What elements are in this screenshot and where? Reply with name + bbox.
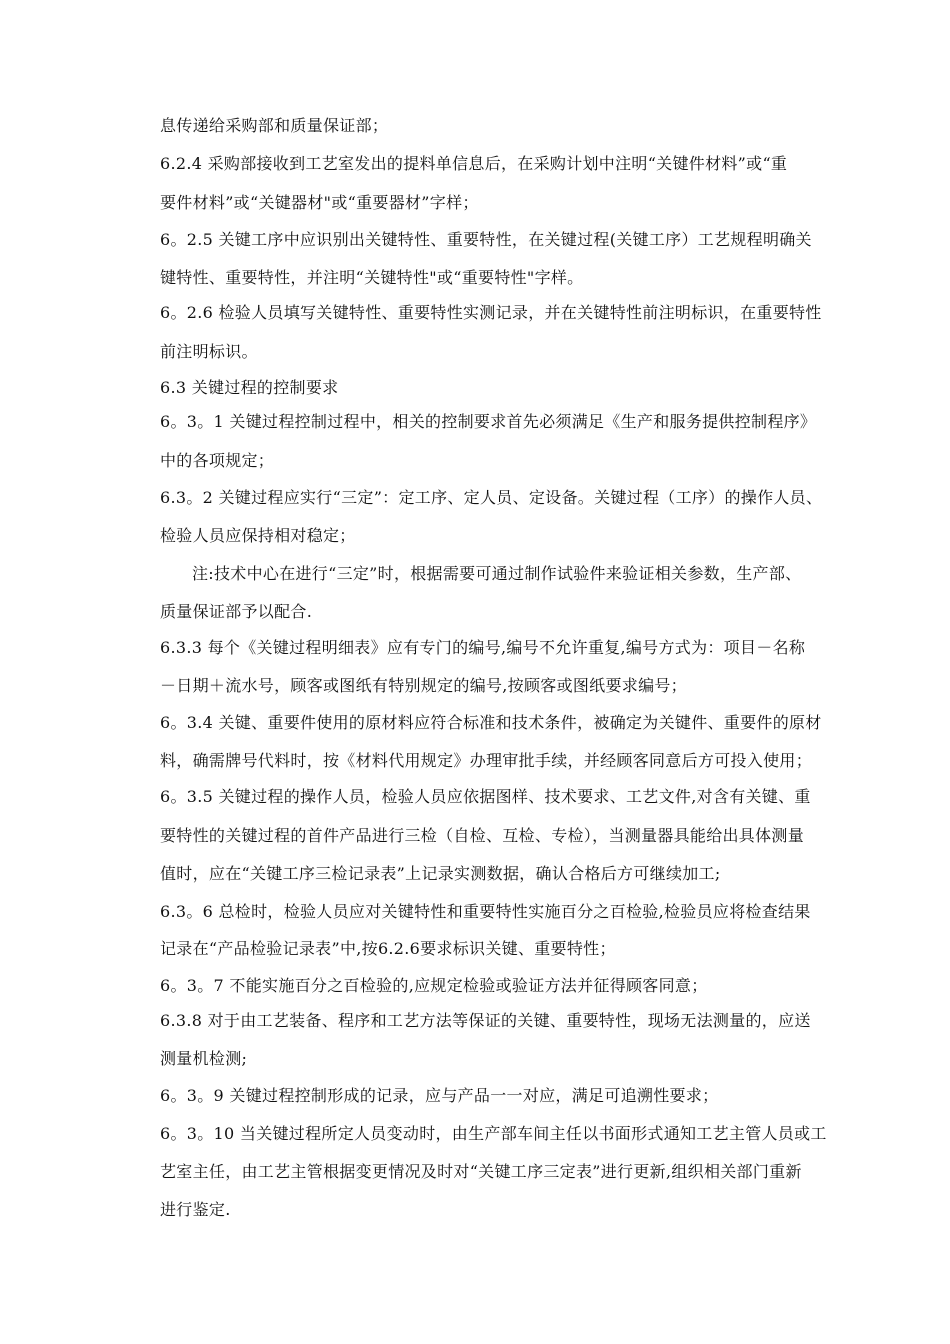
text-line: 6。3.4 关键、重要件使用的原材料应符合标准和技术条件，被确定为关键件、重要件的原材 bbox=[160, 713, 822, 732]
text-line: 要特性的关键过程的首件产品进行三检（自检、互检、专检），当测量器具能给出具体测量 bbox=[160, 826, 805, 845]
note-line: 注:技术中心在进行“三定”时，根据需要可通过制作试验件来验证相关参数，生产部、 bbox=[192, 564, 802, 583]
section-heading: 6.3 关键过程的控制要求 bbox=[160, 378, 339, 397]
text-line: 记录在“产品检验记录表”中,按6.2.6要求标识关键、重要特性； bbox=[160, 939, 616, 958]
text-line: 值时，应在“关键工序三检记录表”上记录实测数据，确认合格后方可继续加工; bbox=[160, 864, 721, 883]
text-line: 6。2.6 检验人员填写关键特性、重要特性实测记录，并在关键特性前注明标识，在重要特性 bbox=[160, 303, 822, 322]
text-line: 6.3。2 关键过程应实行“三定”：定工序、定人员、定设备。关键过程（工序）的操作人员、 bbox=[160, 488, 823, 507]
text-line: 6。2.5 关键工序中应识别出关键特性、重要特性，在关键过程(关键工序）工艺规程明确关 bbox=[160, 230, 812, 249]
text-line: 息传递给采购部和质量保证部； bbox=[160, 116, 389, 135]
text-line: 6。3。10 当关键过程所定人员变动时，由生产部车间主任以书面形式通知工艺主管人员或工 bbox=[160, 1124, 827, 1143]
text-line: 6。3.5 关键过程的操作人员，检验人员应依据图样、技术要求、工艺文件,对含有关键、重 bbox=[160, 787, 811, 806]
text-line: 测量机检测; bbox=[160, 1049, 248, 1068]
text-line: 6.3.3 每个《关键过程明细表》应有专门的编号,编号不允许重复,编号方式为：项目－名称 bbox=[160, 638, 806, 657]
text-line: 6。3。7 不能实施百分之百检验的,应规定检验或验证方法并征得顾客同意； bbox=[160, 976, 708, 995]
text-line: 中的各项规定； bbox=[160, 451, 275, 470]
text-line: 进行鉴定. bbox=[160, 1200, 231, 1219]
text-line: 料，确需牌号代料时，按《材料代用规定》办理审批手续，并经顾客同意后方可投入使用； bbox=[160, 751, 813, 770]
text-line: 检验人员应保持相对稳定； bbox=[160, 526, 356, 545]
text-line: 6。3。9 关键过程控制形成的记录，应与产品一一对应，满足可追溯性要求； bbox=[160, 1086, 719, 1105]
note-line: 质量保证部予以配合. bbox=[160, 602, 313, 621]
text-line: 6.2.4 采购部接收到工艺室发出的提料单信息后，在采购计划中注明“关键件材料”或“重 bbox=[160, 154, 788, 173]
text-line: 前注明标识。 bbox=[160, 342, 258, 361]
text-line: －日期＋流水号，顾客或图纸有特别规定的编号,按顾客或图纸要求编号； bbox=[160, 676, 687, 695]
text-line: 艺室主任，由工艺主管根据变更情况及时对“关键工序三定表”进行更新,组织相关部门重新 bbox=[160, 1162, 802, 1181]
text-line: 要件材料”或“关键器材"或“重要器材”字样； bbox=[160, 193, 479, 212]
text-line: 6。3。1 关键过程控制过程中，相关的控制要求首先必须满足《生产和服务提供控制程序》 bbox=[160, 412, 817, 431]
text-line: 键特性、重要特性，并注明“关键特性"或“重要特性"字样。 bbox=[160, 268, 584, 287]
text-line: 6.3。6 总检时，检验人员应对关键特性和重要特性实施百分之百检验,检验员应将检查结果 bbox=[160, 902, 811, 921]
text-line: 6.3.8 对于由工艺装备、程序和工艺方法等保证的关键、重要特性，现场无法测量的，应送 bbox=[160, 1011, 811, 1030]
